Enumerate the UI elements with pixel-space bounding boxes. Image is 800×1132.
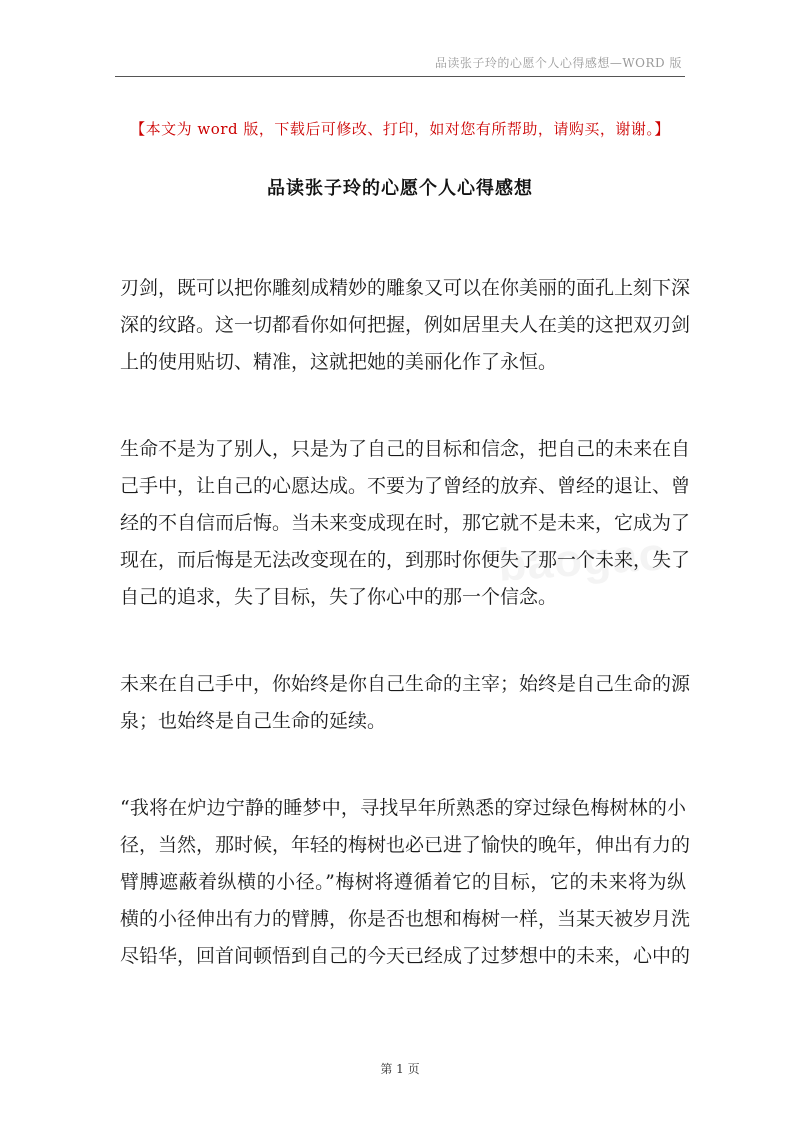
paragraph-2: [120, 431, 691, 616]
paragraph-line: 臂膊遮蔽着纵横的小径。”梅树将遵循着它的目标，它的未来将为纵: [120, 871, 686, 893]
paragraph-line: 深的纹路。这一切都看你如何把握，例如居里夫人在美的这把双刃剑: [120, 314, 691, 336]
paragraph-line: 刃剑，既可以把你雕刻成精妙的雕象又可以在你美丽的面孔上刻下深: [120, 277, 691, 299]
download-notice: 【本文为 word 版，下载后可修改、打印，如对您有所帮助，请购买，谢谢。】: [130, 120, 670, 138]
paragraph-3: [120, 666, 691, 740]
paragraph-line: 生命不是为了别人，只是为了自己的目标和信念，把自己的未来在自: [120, 438, 691, 460]
document-title: 品读张子玲的心愿个人心得感想: [267, 178, 533, 199]
page-number: 第 1 页: [380, 1062, 420, 1076]
paragraph-line: 现在，而后悔是无法改变现在的，到那时你便失了那一个未来，失了: [120, 549, 691, 571]
header-divider: [115, 76, 685, 77]
paragraph-line: 横的小径伸出有力的臂膊，你是否也想和梅树一样，当某天被岁月洗: [120, 908, 691, 930]
paragraph-line: 径，当然，那时候，年轻的梅树也必已进了愉快的晚年，伸出有力的: [120, 834, 691, 856]
paragraph-line: 尽铅华，回首间顿悟到自己的今天已经成了过梦想中的未来，心中的: [120, 945, 691, 967]
running-header: 品读张子玲的心愿个人心得感想—WORD 版: [434, 56, 682, 70]
paragraph-line: 未来在自己手中，你始终是你自己生命的主宰；始终是自己生命的源: [120, 673, 691, 695]
paragraph-line: 自己的追求，失了目标，失了你心中的那一个信念。: [120, 586, 558, 608]
document-body: [120, 270, 691, 1025]
paragraph-1: [120, 270, 691, 381]
paragraph-4: [120, 790, 691, 975]
paragraph-line: 上的使用贴切、精准，这就把她的美丽化作了永恒。: [120, 351, 558, 373]
paragraph-line: 经的不自信而后悔。当未来变成现在时，那它就不是未来，它成为了: [120, 512, 691, 534]
paragraph-line: “我将在炉边宁静的睡梦中，寻找早年所熟悉的穿过绿色梅树林的小: [120, 797, 686, 819]
paragraph-line: 泉；也始终是自己生命的延续。: [120, 710, 387, 732]
paragraph-line: 己手中，让自己的心愿达成。不要为了曾经的放弃、曾经的退让、曾: [120, 475, 691, 497]
